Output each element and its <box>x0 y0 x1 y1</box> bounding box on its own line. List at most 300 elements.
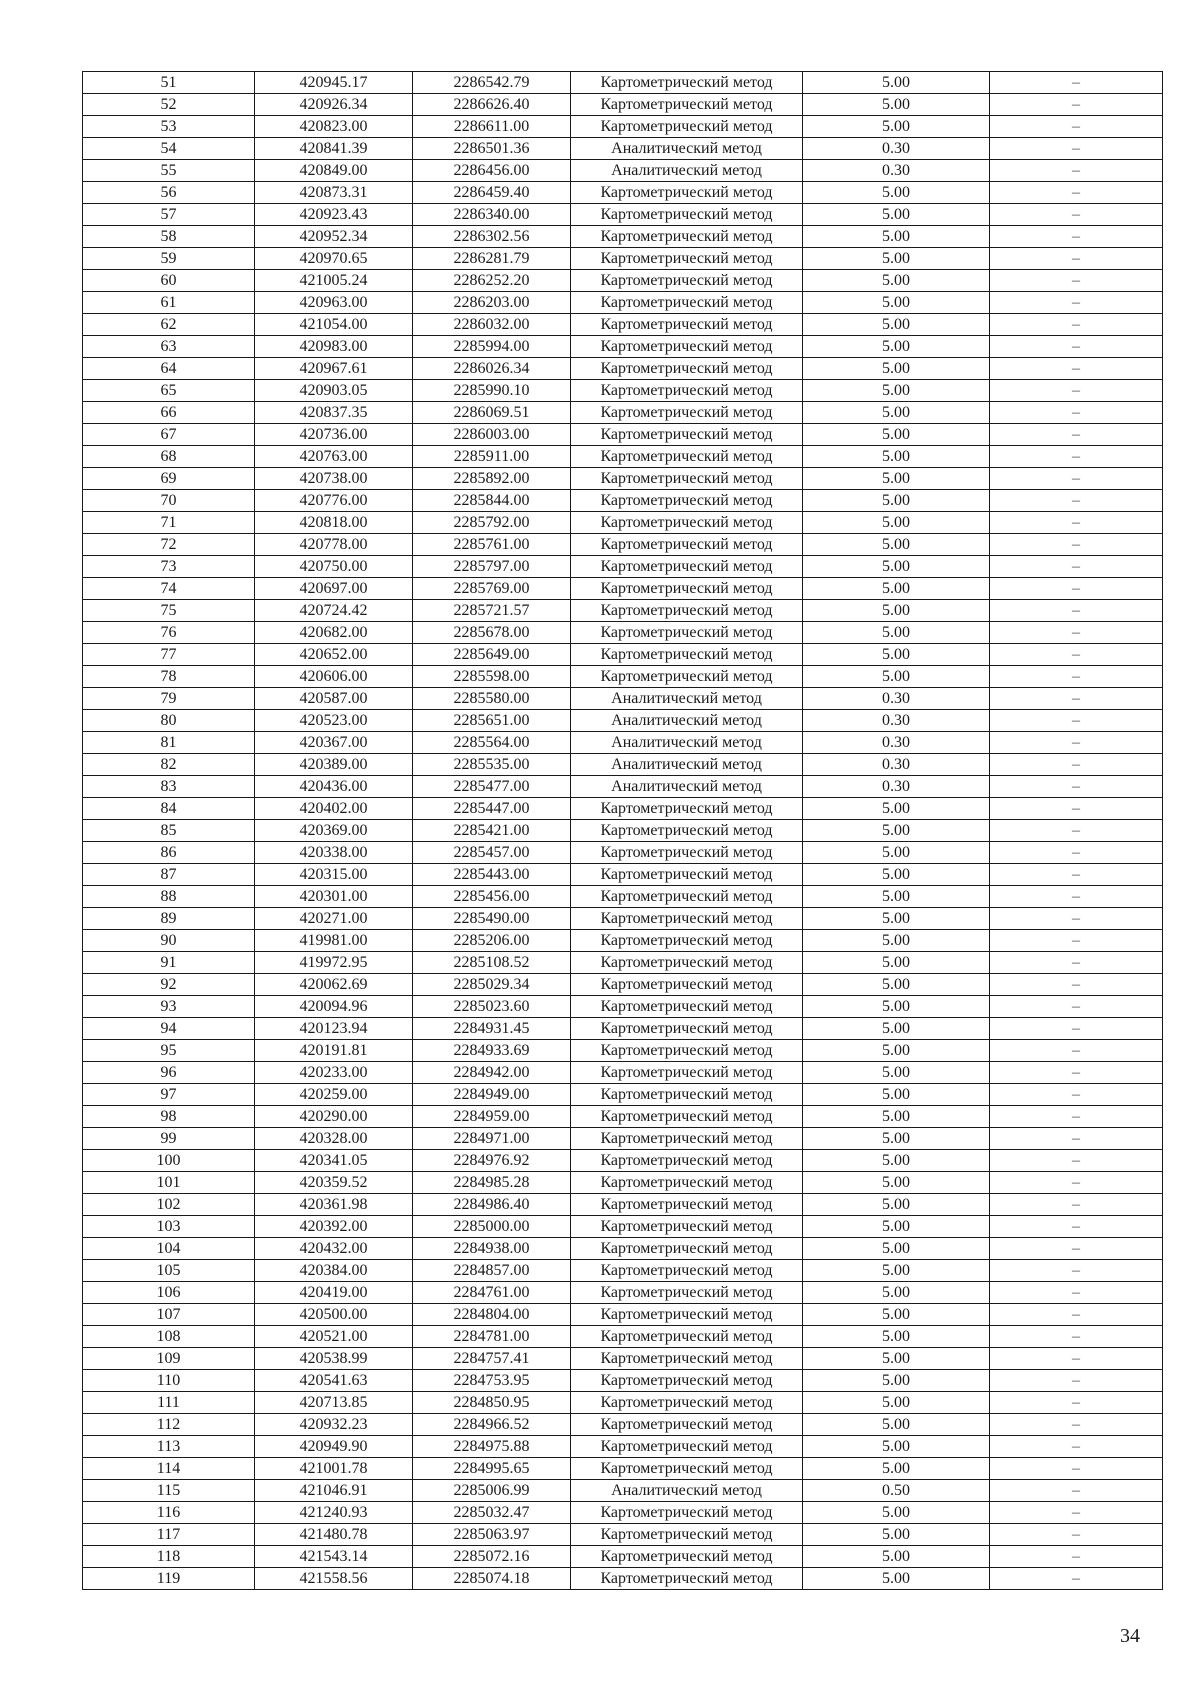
note-cell: – <box>990 732 1163 754</box>
table-row <box>83 1326 1163 1348</box>
accuracy-cell: 5.00 <box>803 600 990 622</box>
note-cell: – <box>990 1018 1163 1040</box>
y-coordinate-cell: 2284986.40 <box>413 1194 571 1216</box>
note-cell: – <box>990 1348 1163 1370</box>
note-cell: – <box>990 908 1163 930</box>
note-cell: – <box>990 358 1163 380</box>
note-cell: – <box>990 864 1163 886</box>
y-coordinate-cell: 2284971.00 <box>413 1128 571 1150</box>
table-row <box>83 556 1163 578</box>
y-coordinate-cell: 2285911.00 <box>413 446 571 468</box>
note-cell: – <box>990 226 1163 248</box>
method-cell: Картометрический метод <box>571 292 803 314</box>
point-number-cell: 98 <box>83 1106 255 1128</box>
x-coordinate-cell: 420606.00 <box>255 666 413 688</box>
method-cell: Картометрический метод <box>571 1216 803 1238</box>
method-cell: Картометрический метод <box>571 930 803 952</box>
accuracy-cell: 5.00 <box>803 1260 990 1282</box>
table-row <box>83 1392 1163 1414</box>
table-row <box>83 996 1163 1018</box>
table-row <box>83 1458 1163 1480</box>
accuracy-cell: 5.00 <box>803 490 990 512</box>
table-row <box>83 116 1163 138</box>
method-cell: Картометрический метод <box>571 248 803 270</box>
table-row <box>83 94 1163 116</box>
x-coordinate-cell: 419972.95 <box>255 952 413 974</box>
table-row <box>83 1194 1163 1216</box>
x-coordinate-cell: 420983.00 <box>255 336 413 358</box>
y-coordinate-cell: 2285457.00 <box>413 842 571 864</box>
point-number-cell: 100 <box>83 1150 255 1172</box>
accuracy-cell: 5.00 <box>803 996 990 1018</box>
note-cell: – <box>990 578 1163 600</box>
method-cell: Картометрический метод <box>571 1282 803 1304</box>
table-row <box>83 1150 1163 1172</box>
table-row <box>83 226 1163 248</box>
note-cell: – <box>990 204 1163 226</box>
y-coordinate-cell: 2285421.00 <box>413 820 571 842</box>
y-coordinate-cell: 2286281.79 <box>413 248 571 270</box>
accuracy-cell: 5.00 <box>803 336 990 358</box>
point-number-cell: 102 <box>83 1194 255 1216</box>
accuracy-cell: 5.00 <box>803 1106 990 1128</box>
point-number-cell: 106 <box>83 1282 255 1304</box>
x-coordinate-cell: 420389.00 <box>255 754 413 776</box>
point-number-cell: 91 <box>83 952 255 974</box>
y-coordinate-cell: 2285990.10 <box>413 380 571 402</box>
note-cell: – <box>990 1546 1163 1568</box>
note-cell: – <box>990 160 1163 182</box>
table-row <box>83 622 1163 644</box>
method-cell: Аналитический метод <box>571 776 803 798</box>
table-row <box>83 1106 1163 1128</box>
page-number: 34 <box>1120 1625 1140 1647</box>
point-number-cell: 109 <box>83 1348 255 1370</box>
note-cell: – <box>990 798 1163 820</box>
x-coordinate-cell: 420191.81 <box>255 1040 413 1062</box>
point-number-cell: 119 <box>83 1568 255 1590</box>
x-coordinate-cell: 420123.94 <box>255 1018 413 1040</box>
method-cell: Картометрический метод <box>571 1392 803 1414</box>
accuracy-cell: 5.00 <box>803 798 990 820</box>
x-coordinate-cell: 419981.00 <box>255 930 413 952</box>
y-coordinate-cell: 2285029.34 <box>413 974 571 996</box>
note-cell: – <box>990 754 1163 776</box>
note-cell: – <box>990 1150 1163 1172</box>
x-coordinate-cell: 420359.52 <box>255 1172 413 1194</box>
x-coordinate-cell: 420873.31 <box>255 182 413 204</box>
table-row <box>83 908 1163 930</box>
accuracy-cell: 5.00 <box>803 1524 990 1546</box>
table-row <box>83 1480 1163 1502</box>
point-number-cell: 80 <box>83 710 255 732</box>
point-number-cell: 59 <box>83 248 255 270</box>
method-cell: Картометрический метод <box>571 1150 803 1172</box>
y-coordinate-cell: 2285678.00 <box>413 622 571 644</box>
note-cell: – <box>990 1502 1163 1524</box>
x-coordinate-cell: 420290.00 <box>255 1106 413 1128</box>
method-cell: Картометрический метод <box>571 842 803 864</box>
point-number-cell: 115 <box>83 1480 255 1502</box>
x-coordinate-cell: 420338.00 <box>255 842 413 864</box>
note-cell: – <box>990 1392 1163 1414</box>
table-row <box>83 974 1163 996</box>
accuracy-cell: 5.00 <box>803 402 990 424</box>
accuracy-cell: 5.00 <box>803 380 990 402</box>
x-coordinate-cell: 420903.05 <box>255 380 413 402</box>
coordinates-table-body <box>83 72 1163 1590</box>
point-number-cell: 85 <box>83 820 255 842</box>
method-cell: Картометрический метод <box>571 996 803 1018</box>
y-coordinate-cell: 2285844.00 <box>413 490 571 512</box>
y-coordinate-cell: 2285072.16 <box>413 1546 571 1568</box>
point-number-cell: 101 <box>83 1172 255 1194</box>
x-coordinate-cell: 420233.00 <box>255 1062 413 1084</box>
x-coordinate-cell: 420724.42 <box>255 600 413 622</box>
method-cell: Картометрический метод <box>571 820 803 842</box>
y-coordinate-cell: 2285074.18 <box>413 1568 571 1590</box>
table-row <box>83 1216 1163 1238</box>
table-row <box>83 182 1163 204</box>
table-row <box>83 1414 1163 1436</box>
note-cell: – <box>990 644 1163 666</box>
point-number-cell: 87 <box>83 864 255 886</box>
y-coordinate-cell: 2284761.00 <box>413 1282 571 1304</box>
point-number-cell: 67 <box>83 424 255 446</box>
accuracy-cell: 5.00 <box>803 1172 990 1194</box>
x-coordinate-cell: 420926.34 <box>255 94 413 116</box>
method-cell: Картометрический метод <box>571 116 803 138</box>
x-coordinate-cell: 420361.98 <box>255 1194 413 1216</box>
x-coordinate-cell: 420367.00 <box>255 732 413 754</box>
accuracy-cell: 5.00 <box>803 666 990 688</box>
table-row <box>83 1238 1163 1260</box>
method-cell: Картометрический метод <box>571 1524 803 1546</box>
x-coordinate-cell: 420818.00 <box>255 512 413 534</box>
y-coordinate-cell: 2286252.20 <box>413 270 571 292</box>
method-cell: Картометрический метод <box>571 622 803 644</box>
note-cell: – <box>990 490 1163 512</box>
x-coordinate-cell: 421558.56 <box>255 1568 413 1590</box>
table-row <box>83 886 1163 908</box>
x-coordinate-cell: 421543.14 <box>255 1546 413 1568</box>
method-cell: Картометрический метод <box>571 490 803 512</box>
y-coordinate-cell: 2286542.79 <box>413 72 571 94</box>
accuracy-cell: 5.00 <box>803 314 990 336</box>
point-number-cell: 110 <box>83 1370 255 1392</box>
y-coordinate-cell: 2284931.45 <box>413 1018 571 1040</box>
method-cell: Аналитический метод <box>571 1480 803 1502</box>
point-number-cell: 71 <box>83 512 255 534</box>
accuracy-cell: 5.00 <box>803 292 990 314</box>
accuracy-cell: 5.00 <box>803 424 990 446</box>
method-cell: Картометрический метод <box>571 1040 803 1062</box>
accuracy-cell: 5.00 <box>803 1568 990 1590</box>
y-coordinate-cell: 2286026.34 <box>413 358 571 380</box>
accuracy-cell: 5.00 <box>803 1084 990 1106</box>
method-cell: Картометрический метод <box>571 336 803 358</box>
x-coordinate-cell: 420849.00 <box>255 160 413 182</box>
y-coordinate-cell: 2286032.00 <box>413 314 571 336</box>
note-cell: – <box>990 182 1163 204</box>
table-row <box>83 732 1163 754</box>
y-coordinate-cell: 2286203.00 <box>413 292 571 314</box>
method-cell: Картометрический метод <box>571 204 803 226</box>
table-row <box>83 1568 1163 1590</box>
x-coordinate-cell: 420778.00 <box>255 534 413 556</box>
method-cell: Картометрический метод <box>571 1260 803 1282</box>
y-coordinate-cell: 2285792.00 <box>413 512 571 534</box>
y-coordinate-cell: 2286611.00 <box>413 116 571 138</box>
accuracy-cell: 5.00 <box>803 1392 990 1414</box>
x-coordinate-cell: 420521.00 <box>255 1326 413 1348</box>
point-number-cell: 89 <box>83 908 255 930</box>
x-coordinate-cell: 420750.00 <box>255 556 413 578</box>
method-cell: Аналитический метод <box>571 138 803 160</box>
accuracy-cell: 5.00 <box>803 226 990 248</box>
x-coordinate-cell: 420970.65 <box>255 248 413 270</box>
y-coordinate-cell: 2285108.52 <box>413 952 571 974</box>
x-coordinate-cell: 420523.00 <box>255 710 413 732</box>
method-cell: Картометрический метод <box>571 1436 803 1458</box>
table-row <box>83 138 1163 160</box>
method-cell: Картометрический метод <box>571 864 803 886</box>
y-coordinate-cell: 2285564.00 <box>413 732 571 754</box>
method-cell: Картометрический метод <box>571 952 803 974</box>
y-coordinate-cell: 2285447.00 <box>413 798 571 820</box>
coordinates-table <box>82 71 1163 1590</box>
table-row <box>83 1260 1163 1282</box>
table-row <box>83 710 1163 732</box>
accuracy-cell: 5.00 <box>803 1502 990 1524</box>
y-coordinate-cell: 2285063.97 <box>413 1524 571 1546</box>
method-cell: Картометрический метод <box>571 1568 803 1590</box>
note-cell: – <box>990 116 1163 138</box>
note-cell: – <box>990 1128 1163 1150</box>
accuracy-cell: 5.00 <box>803 1238 990 1260</box>
method-cell: Картометрический метод <box>571 1238 803 1260</box>
method-cell: Картометрический метод <box>571 1546 803 1568</box>
method-cell: Картометрический метод <box>571 270 803 292</box>
table-row <box>83 600 1163 622</box>
accuracy-cell: 5.00 <box>803 886 990 908</box>
note-cell: – <box>990 666 1163 688</box>
accuracy-cell: 5.00 <box>803 1304 990 1326</box>
method-cell: Аналитический метод <box>571 160 803 182</box>
note-cell: – <box>990 446 1163 468</box>
accuracy-cell: 5.00 <box>803 556 990 578</box>
accuracy-cell: 5.00 <box>803 1326 990 1348</box>
point-number-cell: 70 <box>83 490 255 512</box>
x-coordinate-cell: 420932.23 <box>255 1414 413 1436</box>
accuracy-cell: 5.00 <box>803 930 990 952</box>
point-number-cell: 83 <box>83 776 255 798</box>
point-number-cell: 95 <box>83 1040 255 1062</box>
point-number-cell: 63 <box>83 336 255 358</box>
method-cell: Картометрический метод <box>571 314 803 336</box>
x-coordinate-cell: 421046.91 <box>255 1480 413 1502</box>
y-coordinate-cell: 2286003.00 <box>413 424 571 446</box>
method-cell: Аналитический метод <box>571 710 803 732</box>
method-cell: Картометрический метод <box>571 468 803 490</box>
y-coordinate-cell: 2286069.51 <box>413 402 571 424</box>
note-cell: – <box>990 1326 1163 1348</box>
note-cell: – <box>990 710 1163 732</box>
method-cell: Картометрический метод <box>571 1326 803 1348</box>
accuracy-cell: 5.00 <box>803 1150 990 1172</box>
table-row <box>83 644 1163 666</box>
table-row <box>83 1282 1163 1304</box>
note-cell: – <box>990 952 1163 974</box>
method-cell: Картометрический метод <box>571 1502 803 1524</box>
accuracy-cell: 5.00 <box>803 622 990 644</box>
y-coordinate-cell: 2286456.00 <box>413 160 571 182</box>
y-coordinate-cell: 2284975.88 <box>413 1436 571 1458</box>
table-row <box>83 292 1163 314</box>
table-row <box>83 952 1163 974</box>
method-cell: Картометрический метод <box>571 1062 803 1084</box>
note-cell: – <box>990 72 1163 94</box>
point-number-cell: 64 <box>83 358 255 380</box>
method-cell: Картометрический метод <box>571 1106 803 1128</box>
x-coordinate-cell: 420369.00 <box>255 820 413 842</box>
note-cell: – <box>990 1194 1163 1216</box>
method-cell: Картометрический метод <box>571 1348 803 1370</box>
method-cell: Картометрический метод <box>571 1304 803 1326</box>
table-row <box>83 688 1163 710</box>
note-cell: – <box>990 270 1163 292</box>
method-cell: Картометрический метод <box>571 94 803 116</box>
point-number-cell: 112 <box>83 1414 255 1436</box>
accuracy-cell: 5.00 <box>803 1458 990 1480</box>
x-coordinate-cell: 420949.90 <box>255 1436 413 1458</box>
x-coordinate-cell: 420823.00 <box>255 116 413 138</box>
y-coordinate-cell: 2284938.00 <box>413 1238 571 1260</box>
point-number-cell: 75 <box>83 600 255 622</box>
table-row <box>83 1040 1163 1062</box>
table-row <box>83 270 1163 292</box>
x-coordinate-cell: 420952.34 <box>255 226 413 248</box>
note-cell: – <box>990 1458 1163 1480</box>
y-coordinate-cell: 2286340.00 <box>413 204 571 226</box>
x-coordinate-cell: 420736.00 <box>255 424 413 446</box>
note-cell: – <box>990 776 1163 798</box>
note-cell: – <box>990 1524 1163 1546</box>
accuracy-cell: 5.00 <box>803 182 990 204</box>
x-coordinate-cell: 420271.00 <box>255 908 413 930</box>
accuracy-cell: 5.00 <box>803 72 990 94</box>
note-cell: – <box>990 688 1163 710</box>
table-row <box>83 1304 1163 1326</box>
accuracy-cell: 0.30 <box>803 138 990 160</box>
point-number-cell: 62 <box>83 314 255 336</box>
note-cell: – <box>990 1370 1163 1392</box>
accuracy-cell: 5.00 <box>803 94 990 116</box>
method-cell: Картометрический метод <box>571 1128 803 1150</box>
table-row <box>83 1502 1163 1524</box>
table-row <box>83 358 1163 380</box>
x-coordinate-cell: 420500.00 <box>255 1304 413 1326</box>
accuracy-cell: 5.00 <box>803 358 990 380</box>
note-cell: – <box>990 1106 1163 1128</box>
method-cell: Картометрический метод <box>571 600 803 622</box>
note-cell: – <box>990 556 1163 578</box>
y-coordinate-cell: 2286501.36 <box>413 138 571 160</box>
x-coordinate-cell: 420436.00 <box>255 776 413 798</box>
method-cell: Аналитический метод <box>571 732 803 754</box>
note-cell: – <box>990 336 1163 358</box>
x-coordinate-cell: 420963.00 <box>255 292 413 314</box>
method-cell: Аналитический метод <box>571 754 803 776</box>
method-cell: Картометрический метод <box>571 644 803 666</box>
y-coordinate-cell: 2285580.00 <box>413 688 571 710</box>
point-number-cell: 92 <box>83 974 255 996</box>
x-coordinate-cell: 420713.85 <box>255 1392 413 1414</box>
accuracy-cell: 5.00 <box>803 908 990 930</box>
method-cell: Картометрический метод <box>571 1370 803 1392</box>
note-cell: – <box>990 512 1163 534</box>
point-number-cell: 68 <box>83 446 255 468</box>
note-cell: – <box>990 1260 1163 1282</box>
note-cell: – <box>990 314 1163 336</box>
note-cell: – <box>990 424 1163 446</box>
accuracy-cell: 0.50 <box>803 1480 990 1502</box>
y-coordinate-cell: 2284942.00 <box>413 1062 571 1084</box>
point-number-cell: 61 <box>83 292 255 314</box>
accuracy-cell: 5.00 <box>803 468 990 490</box>
x-coordinate-cell: 420967.61 <box>255 358 413 380</box>
x-coordinate-cell: 420315.00 <box>255 864 413 886</box>
note-cell: – <box>990 1568 1163 1590</box>
method-cell: Картометрический метод <box>571 886 803 908</box>
y-coordinate-cell: 2284857.00 <box>413 1260 571 1282</box>
y-coordinate-cell: 2285797.00 <box>413 556 571 578</box>
note-cell: – <box>990 1216 1163 1238</box>
accuracy-cell: 0.30 <box>803 732 990 754</box>
accuracy-cell: 5.00 <box>803 270 990 292</box>
accuracy-cell: 5.00 <box>803 1348 990 1370</box>
table-row <box>83 776 1163 798</box>
method-cell: Картометрический метод <box>571 512 803 534</box>
y-coordinate-cell: 2284985.28 <box>413 1172 571 1194</box>
method-cell: Картометрический метод <box>571 1414 803 1436</box>
point-number-cell: 84 <box>83 798 255 820</box>
table-row <box>83 248 1163 270</box>
y-coordinate-cell: 2285490.00 <box>413 908 571 930</box>
accuracy-cell: 5.00 <box>803 1370 990 1392</box>
note-cell: – <box>990 1282 1163 1304</box>
table-row <box>83 1172 1163 1194</box>
accuracy-cell: 5.00 <box>803 116 990 138</box>
note-cell: – <box>990 248 1163 270</box>
method-cell: Картометрический метод <box>571 1172 803 1194</box>
table-row <box>83 1546 1163 1568</box>
x-coordinate-cell: 420738.00 <box>255 468 413 490</box>
note-cell: – <box>990 292 1163 314</box>
accuracy-cell: 5.00 <box>803 446 990 468</box>
y-coordinate-cell: 2285000.00 <box>413 1216 571 1238</box>
x-coordinate-cell: 420062.69 <box>255 974 413 996</box>
x-coordinate-cell: 420923.43 <box>255 204 413 226</box>
point-number-cell: 104 <box>83 1238 255 1260</box>
point-number-cell: 56 <box>83 182 255 204</box>
accuracy-cell: 5.00 <box>803 534 990 556</box>
note-cell: – <box>990 842 1163 864</box>
accuracy-cell: 5.00 <box>803 974 990 996</box>
method-cell: Картометрический метод <box>571 1018 803 1040</box>
y-coordinate-cell: 2284850.95 <box>413 1392 571 1414</box>
point-number-cell: 97 <box>83 1084 255 1106</box>
